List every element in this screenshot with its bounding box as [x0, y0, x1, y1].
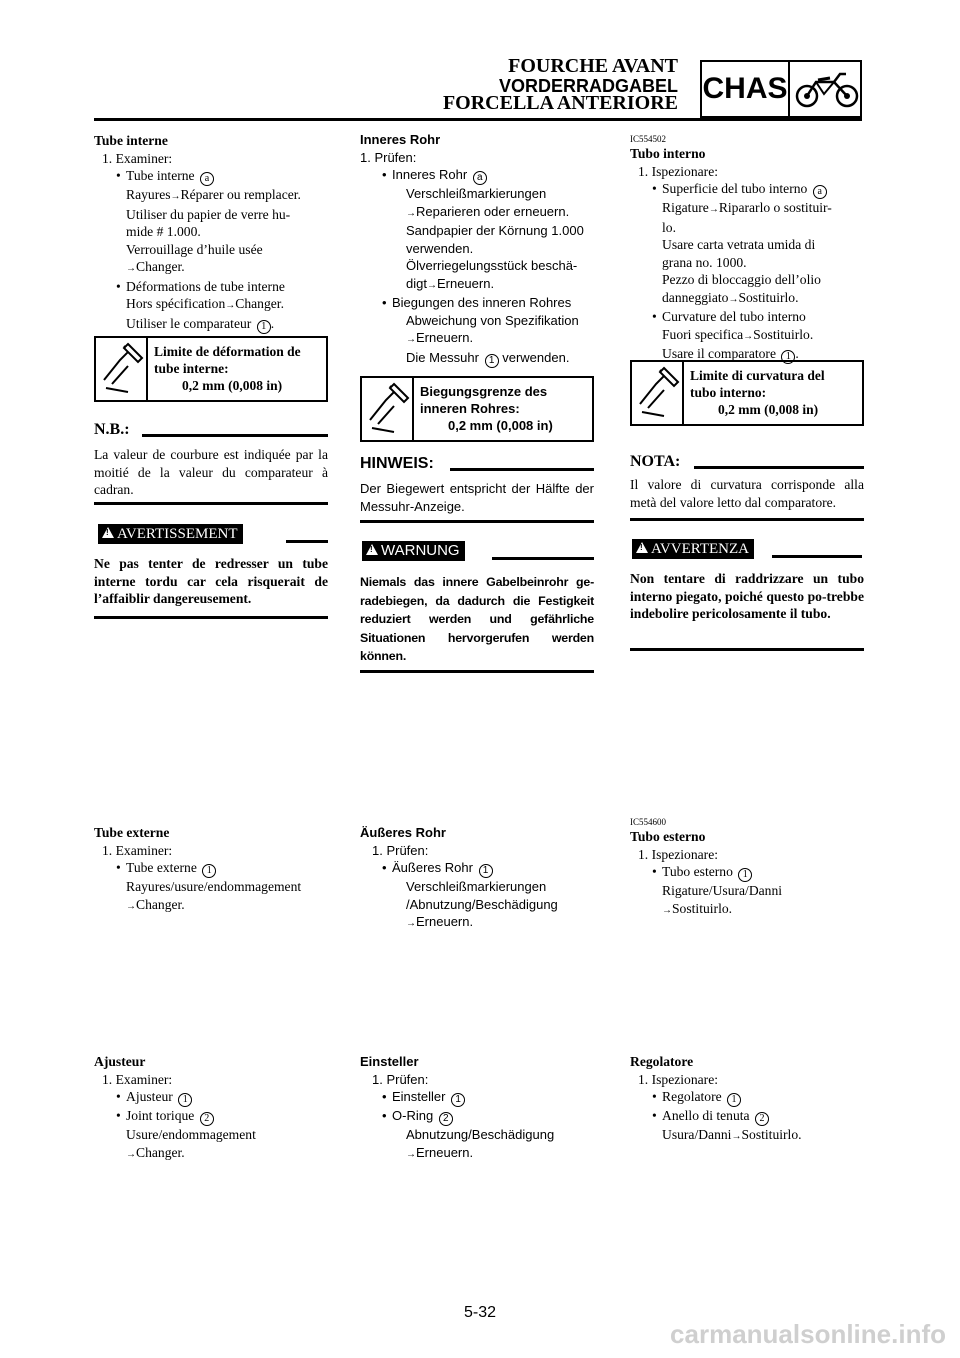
fr-spec-label-1: Limite de déformation de: [154, 344, 301, 359]
de-note-label: HINWEIS:: [360, 455, 434, 472]
list-item: Hors spécification→Changer.: [126, 296, 284, 311]
list-item: • Einsteller 1: [360, 1088, 594, 1107]
fr-spec-value: 0,2 mm (0,008 in): [182, 378, 283, 393]
list-item: • Biegungen des inneren Rohres: [382, 295, 572, 310]
de-spec-label-1: Biegungsgrenze des: [420, 384, 548, 399]
page-number: 5-32: [463, 1304, 497, 1321]
list-item: grana no. 1000.: [662, 254, 747, 270]
list-item: →Erneuern.: [406, 1144, 474, 1160]
list-item: Utiliser le comparateur 1 .: [126, 315, 275, 332]
list-item: • Ajusteur 1: [94, 1088, 328, 1107]
list-item: Verschleißmarkierungen: [406, 879, 547, 894]
watermark: carmanualsonline.info: [670, 1319, 946, 1349]
it-inner-code: IC554502: [630, 134, 666, 144]
divider: [94, 502, 328, 505]
divider: [772, 555, 862, 558]
fr-note-text: La valeur de courbure est indiquée par la moitié de la valeur du comparateur à cadran.: [94, 447, 328, 497]
list-item: mide # 1.000.: [126, 224, 201, 239]
list-item: Abweichung von Spezifikation: [406, 312, 579, 328]
header-rule: [94, 118, 862, 121]
it-outer-step: 1. Ispezionare:: [638, 846, 719, 862]
list-item: Pezzo di bloccaggio dell’olio: [662, 272, 821, 287]
list-item: • Superficie del tubo interno a: [630, 180, 864, 199]
list-item: Rayures→Réparer ou remplacer.: [126, 187, 301, 202]
list-item: →Reparieren oder erneuern.: [406, 203, 570, 219]
it-spec-label-2: tubo interno:: [690, 385, 767, 400]
list-item: • Äußeres Rohr 1: [360, 859, 594, 878]
it-inner-title: Tubo interno: [630, 146, 706, 161]
de-adjuster-title: Einsteller: [360, 1054, 419, 1069]
list-item: Abnutzung/Beschädigung: [406, 1127, 555, 1142]
it-note-header: [630, 452, 864, 474]
de-warning-text: Niemals das innere Gabelbeinrohr gе-radebiegen, da dadurch die Festigkeit reduziert werden und gefährliche Situationen hervorgerufen werden können.: [360, 575, 594, 663]
de-inner-section: [360, 131, 594, 368]
fr-inner-step: 1. Examiner:: [102, 150, 173, 166]
fr-outer-step: 1. Examiner:: [102, 842, 173, 858]
list-item: • Tube externe 1: [94, 859, 328, 878]
de-outer-title: Äußeres Rohr: [360, 825, 446, 840]
de-inner-step: 1. Prüfen:: [360, 149, 417, 165]
it-spec-label-1: Limite di curvatura del: [690, 368, 825, 383]
de-note-header: [360, 454, 594, 476]
fr-note-header: [94, 420, 328, 442]
it-adjuster-step: 1. Ispezionare:: [638, 1071, 719, 1087]
warning-icon: [366, 544, 378, 555]
list-item: /Abnutzung/Beschädigung: [406, 896, 558, 912]
it-inner-section: [630, 133, 864, 364]
section-code: CHAS: [702, 72, 788, 105]
list-item: →Changer.: [126, 896, 185, 912]
list-item: Rayures/usure/endommagement: [126, 879, 302, 894]
de-note-text: Der Biegewert entspricht der Hälfte der Messuhr-Anzeige.: [360, 481, 594, 514]
list-item: lo.: [662, 219, 676, 235]
fr-adjuster-section: [94, 1053, 328, 1163]
it-outer-code: IC554600: [630, 817, 666, 827]
divider: [630, 518, 864, 521]
wrench-icon: [98, 340, 146, 398]
divider: [630, 648, 864, 651]
it-inner-step: 1. Ispezionare:: [638, 163, 719, 179]
de-spec-label-2: inneren Rohres:: [420, 401, 520, 416]
de-warning-badge: !WARNUNG: [362, 541, 465, 561]
fr-inner-section: [94, 132, 328, 334]
it-warning-text: Non tentare di raddrizzare un tubo interno piegato, poiché questo po-trebbe indebolire pericolosamente il tubo.: [630, 571, 864, 621]
it-spec-box: [630, 360, 864, 426]
it-note-label: NOTA:: [630, 453, 681, 470]
list-item: digt→Erneuern.: [406, 275, 495, 291]
de-spec-box: [360, 376, 594, 442]
list-item: Rigature/Usura/Danni: [662, 883, 783, 898]
fr-warning-badge: !AVERTISSEMENT: [98, 524, 243, 544]
header-title-fr: FOURCHE AVANT: [508, 55, 678, 77]
divider: [360, 520, 594, 523]
de-adjuster-step: 1. Prüfen:: [372, 1071, 429, 1087]
it-spec-value: 0,2 mm (0,008 in): [718, 402, 819, 417]
fr-spec-box: [94, 336, 328, 402]
list-item: • Joint torique 2: [94, 1107, 328, 1126]
de-adjuster-section: [360, 1053, 594, 1163]
it-note-text: Il valore di curvatura corrisponde alla metà del valore letto dal comparatore.: [630, 477, 864, 510]
list-item: →Erneuern.: [406, 914, 474, 929]
fr-outer-section: [94, 824, 328, 915]
list-item: • Tubo esterno 1: [630, 863, 864, 882]
divider: [286, 540, 328, 543]
divider: [360, 670, 594, 673]
de-outer-section: [360, 824, 594, 933]
list-item: verwenden.: [406, 240, 474, 256]
list-item: Usure/endommagement: [126, 1127, 256, 1142]
list-item: • Curvature del tubo interno: [652, 309, 806, 324]
wrench-icon: [364, 380, 412, 438]
list-item: →Erneuern.: [406, 330, 474, 345]
list-item: Usura/Danni→Sostituirlo.: [662, 1127, 802, 1142]
fr-note-label: N.B.:: [94, 421, 130, 438]
list-item: Verrouillage d’huile usée: [126, 241, 263, 257]
it-outer-title: Tubo esterno: [630, 829, 706, 844]
de-inner-title: Inneres Rohr: [360, 132, 441, 147]
warning-icon: [102, 527, 114, 538]
list-item: • Déformations de tube interne: [116, 278, 285, 294]
divider: [94, 616, 328, 619]
fr-spec-label-2: tube interne:: [154, 361, 229, 376]
header-title-de: VORDERRADGABEL: [498, 76, 678, 96]
divider: [492, 557, 594, 560]
list-item: • Regolatore 1: [630, 1088, 864, 1107]
fr-adjuster-step: 1. Examiner:: [102, 1071, 173, 1087]
it-adjuster-title: Regolatore: [630, 1054, 694, 1069]
list-item: danneggiato→Sostituirlo.: [662, 289, 799, 305]
list-item: Usare carta vetrata umida di: [662, 237, 816, 252]
wrench-icon: [634, 364, 682, 422]
list-item: Rigature→Ripararlo o sostituir-: [662, 200, 832, 215]
section-badge: [700, 60, 862, 118]
header-title-it: FORCELLA ANTERIORE: [442, 92, 678, 114]
list-item: • Inneres Rohr a: [360, 166, 594, 185]
motorcycle-icon: [794, 68, 860, 110]
it-outer-section: [630, 816, 864, 919]
fr-outer-title: Tube externe: [94, 825, 170, 840]
section-divider: [788, 62, 790, 116]
list-item: • Tube interne a: [94, 167, 328, 186]
list-item: Ölverriegelungsstück beschä-: [406, 258, 578, 273]
list-item: • O-Ring 2: [360, 1107, 594, 1126]
de-outer-step: 1. Prüfen:: [372, 842, 429, 858]
fr-adjuster-title: Ajusteur: [94, 1054, 146, 1069]
fr-inner-title: Tube interne: [94, 133, 168, 148]
list-item: Sandpapier der Körnung 1.000: [406, 223, 584, 238]
it-adjuster-section: [630, 1053, 864, 1146]
it-warning-badge: !AVVERTENZA: [632, 539, 754, 559]
list-item: Fuori specifica→Sostituirlo.: [662, 326, 814, 342]
list-item: Verschleißmarkierungen: [406, 186, 547, 201]
list-item: →Changer.: [126, 1144, 185, 1160]
de-spec-value: 0,2 mm (0,008 in): [448, 418, 553, 433]
list-item: Utiliser du papier de verre hu-: [126, 206, 291, 222]
warning-icon: [636, 542, 648, 553]
list-item: →Changer.: [126, 259, 185, 274]
list-item: • Anello di tenuta 2: [630, 1107, 864, 1126]
list-item: →Sostituirlo.: [662, 900, 733, 916]
list-item: Die Messuhr 1 verwenden.: [406, 349, 570, 366]
fr-warning-text: Ne pas tenter de redresser un tube interne tordu car cela risquerait de l’affaiblir dangereusement.: [94, 556, 328, 606]
list-item: Usare il comparatore 1 .: [662, 346, 799, 362]
